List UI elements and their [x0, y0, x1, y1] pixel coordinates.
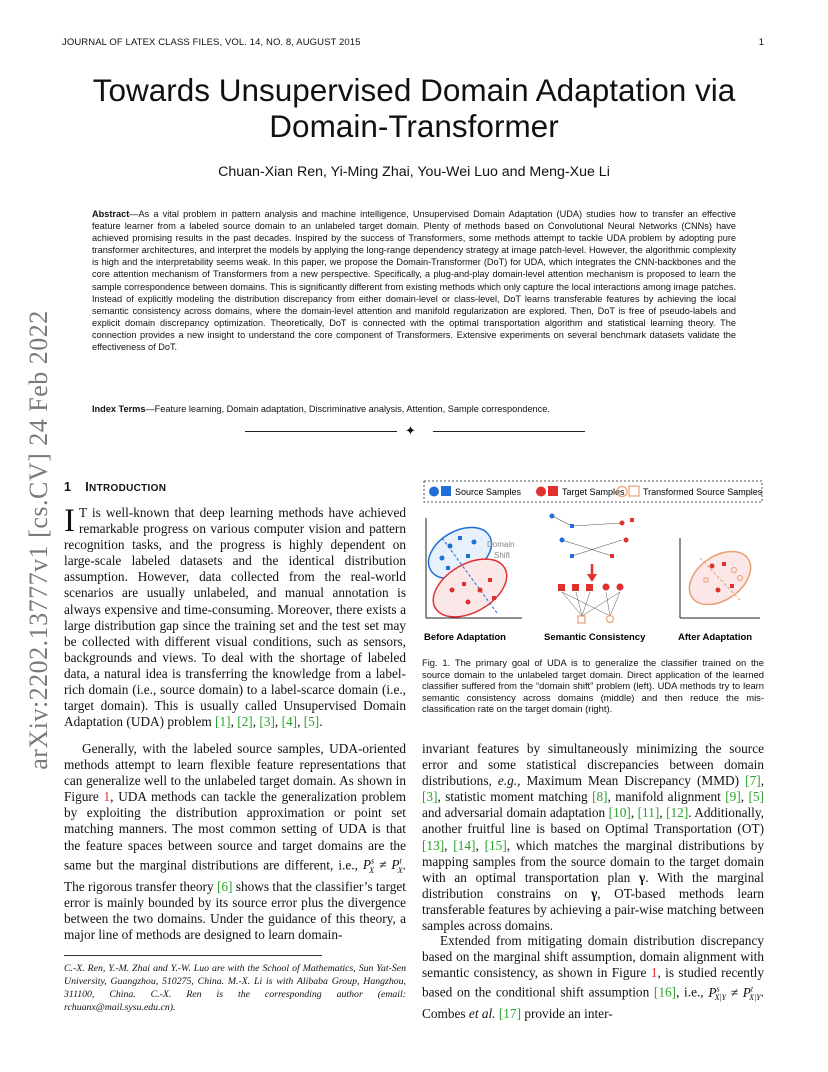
affiliation-footnote: C.-X. Ren, Y.-M. Zhai and Y.-W. Luo are with the School of Mathematics, Sun Yat-Sen University, Guangzhou, 510275, China. M.-X. Li is with Alibaba Group, Hangzhou, 311100, China. C.-X. Ren is the corresponding author (email: rchuanx@mail.sysu.edu.cn).	[64, 963, 406, 1013]
panel-semantic	[550, 514, 635, 624]
citation-link[interactable]: [8]	[592, 789, 608, 805]
text-span: provide an inter-	[521, 1006, 613, 1022]
text-span: , UDA methods can tackle the generalization problem by exploiting the distribution approximation or point set matching manners. The most common setting of UDA is that the feature spaces between source and target domains are the same but the marginal distributions are different, i.e.,	[64, 789, 406, 873]
text-span: ,	[740, 789, 749, 805]
citation-link[interactable]: [1]	[215, 714, 231, 730]
citation-link[interactable]: [3]	[422, 789, 438, 805]
math-marginal: $P^s_X \ne P^t_X$	[362, 856, 403, 875]
target-circle-icon	[536, 487, 546, 497]
index-terms-text: —Feature learning, Domain adaptation, Discriminative analysis, Attention, Sample correspondence.	[145, 404, 550, 414]
arxiv-id: arXiv:2202.13777v1 [cs.CV] 24 Feb 2022	[24, 310, 53, 770]
text-span: , OT-based methods learn transferable features by achieving a pair-wise matching between samples across domains.	[422, 885, 764, 934]
abstract-text: —As a vital problem in pattern analysis and machine intelligence, Unsupervised Domain Adaptation (UDA) studies how to transfer an effective feature learner from a labeled source domain to an unlabeled target domain. Plenty of methods based on Convolutional Neural Networks (CNNs) have achieved promising results in the past decades. Inspired by the success of Transformers, some methods attempt to tackle UDA problem by adopting pure transformer architectures, and interpret the models by applying the long-range dependency strategy at image patch-level. However, the algorithmic complexity is high and the interpretability seems weak. In this paper, we propose the Domain-Transformer (DoT) for UDA, which integrates the CNN-backbones and the core attention mechanism of Transformers from a new perspective. Specifically, a plug-and-play domain-level attention mechanism is proposed to learn the sample correspondence between domains. This is significantly different from existing methods which only capture the local interactions among image patches. Instead of explicitly modeling the distribution discrepancy from either domain-level or class-level, DoT learns transferable features by achieving the local semantic consistency across domains, where the domain-level attention and manifold regularization are explored. Then, DoT is free of pseudo-labels and explicit domain discrepancy optimization. Theoretically, DoT is connected with the optimal transportation algorithm and statistical learning theory. The connection provides a new insight to understand the core component of Transformers. Extensive experiments on several benchmark datasets validate the effectiveness of DoT.	[92, 209, 736, 353]
text-span: ,	[630, 805, 638, 821]
citation-link[interactable]: [4]	[281, 714, 298, 730]
math-conditional: $P^s_{X|Y} \ne P^t_{X|Y}$	[708, 984, 761, 1003]
text-span: ,	[475, 837, 485, 853]
intro-p1-text: T is well-known that deep learning methods have achieved remarkable progress on various computer vision and pattern recognition tasks, and the progress is highly dependent on large-scale labeled datasets and the identical distribution assumption. However, data collected from the real-world scenarios are usually unlabeled, and manual annotation is always expensive and time-consuming. Moreover, there exists a large distribution gap since the training set and the test set may be collected with different visual conditions, such as sensors, backgrounds and views. To deal with the shortage of labeled data, a natural idea is transferring the knowledge from a label-rich domain (i.e., source domain) to a label-scarce domain (i.e., target domain). This is usually called Unsupervised Domain Adaptation (UDA) problem	[64, 505, 406, 730]
section-title-rest: NTRODUCTION	[89, 483, 167, 494]
citation-link[interactable]: [3]	[259, 714, 275, 730]
divider-star-icon: ✦	[405, 423, 416, 438]
panel-after	[680, 538, 761, 618]
citation-link[interactable]: [15]	[484, 837, 507, 853]
page-number: 1	[758, 37, 764, 48]
text-span: ,	[760, 773, 765, 789]
arxiv-watermark	[14, 280, 64, 800]
citation-link[interactable]: [5]	[748, 789, 764, 805]
intro-paragraph-4	[422, 933, 764, 1023]
panel-label-after: After Adaptation	[678, 632, 753, 643]
text-span: e.g.	[497, 773, 518, 789]
text-span: ,	[659, 805, 667, 821]
citation-link[interactable]: [13]	[422, 837, 445, 853]
text-span: , is studied recently based on the conditional shift assumption	[422, 965, 764, 1000]
intro-paragraph-3	[422, 741, 764, 934]
index-terms	[92, 404, 736, 414]
section-divider	[245, 423, 585, 438]
paper-title: Towards Unsupervised Domain Adaptation via Domain-Transformer	[92, 72, 736, 144]
footnote-rule	[64, 955, 322, 956]
author-list: Chuan-Xian Ren, Yi-Ming Zhai, You-Wei Luo and Meng-Xue Li	[218, 164, 610, 180]
index-terms-label: Index Terms	[92, 404, 146, 414]
math-gamma: γ	[591, 885, 598, 901]
citation-link[interactable]: [9]	[725, 789, 741, 805]
text-span: , which matches the marginal distributions by mapping samples from the source domain to the target domain with an optimal transportation plan	[422, 837, 765, 885]
source-circle-icon	[429, 487, 439, 497]
text-span: , Maximum Mean Discrepancy (MMD)	[517, 773, 746, 789]
citation-link[interactable]: [11]	[637, 805, 660, 821]
panel-label-before: Before Adaptation	[424, 632, 506, 643]
panel-label-semantic: Semantic Consistency	[544, 632, 646, 643]
text-span: shows that the classifier’s target error is mainly bounded by its source error plus the divergence between the two domains. Under the guidance of this theory, a major line of methods are designed to learn domain-	[64, 878, 407, 943]
domain-shift-label-2: Shift	[494, 551, 511, 560]
figure-ref-link[interactable]: 1	[650, 965, 658, 981]
section-heading	[64, 480, 406, 494]
citation-link[interactable]: [5]	[303, 714, 320, 730]
intro-p1-citations: [1], [2], [3], [4], [5]	[215, 714, 320, 730]
text-span: . With the marginal distribution constrains on	[422, 869, 764, 901]
citation-link[interactable]: [12]	[666, 805, 689, 821]
text-span: ,	[444, 837, 454, 853]
legend-source: Source Samples	[455, 487, 522, 497]
legend-target: Target Samples	[562, 487, 625, 497]
abstract	[92, 208, 736, 353]
text-span: . Additionally, another fruitful line is based on Optimal Transportation (OT)	[422, 805, 764, 837]
text-span: Extended from mitigating domain distribution discrepancy based on the marginal shift assumption, domain alignment with semantic consistency, as shown in Figure	[422, 933, 764, 981]
figure-1	[422, 478, 764, 646]
section-number: 1	[64, 480, 72, 494]
text-span: , statistic moment matching	[437, 789, 593, 805]
citation-link[interactable]: [2]	[237, 714, 253, 730]
domain-shift-label-1: Domain	[487, 540, 515, 549]
intro-paragraph-1: I T is well-known that deep learning methods have achieved remarkable progress on various computer vision and pattern recognition tasks, and the progress is highly dependent on large-scale labeled datasets and the identical distribution assumption. However, data collected from the real-world scenarios are usually unlabeled, and manual annotation is always expensive and time-consuming. Moreover, there exists a large distribution gap since the training set and the test set may be collected with different visual conditions, such as sensors, backgrounds and views. To deal with the shortage of labeled data, a natural idea is transferring the knowledge from a label-rich domain (i.e., source domain) to a label-scarce domain (i.e., target domain). This is usually called Unsupervised Domain Adaptation (UDA) problem [1], [2], [3], [4], [5].	[64, 503, 406, 730]
citation-link[interactable]: [17]	[498, 1006, 521, 1022]
text-span: Generally, with the labeled source samples, UDA-oriented methods attempt to learn flexible feature representations that can generalize well to the unlabeled target domain. As shown in Figure	[64, 741, 406, 805]
drop-cap: I	[64, 503, 75, 539]
running-header: JOURNAL OF LATEX CLASS FILES, VOL. 14, NO. 8, AUGUST 2015	[62, 37, 361, 48]
target-square-icon	[548, 486, 558, 496]
source-square-icon	[441, 486, 451, 496]
figure-ref-link[interactable]: 1	[103, 789, 111, 805]
legend-transformed: Transformed Source Samples	[643, 487, 763, 497]
section-title-initial: I	[85, 480, 90, 494]
abstract-label: Abstract	[92, 209, 130, 219]
citation-link[interactable]: [6]	[216, 878, 233, 894]
citation-link[interactable]: [16]	[653, 984, 677, 1000]
text-span: et al.	[468, 1006, 496, 1022]
text-span: . The rigorous transfer theory	[64, 857, 406, 894]
text-span: invariant features by simultaneously minimizing the source error and some statistical discrepancies between domain distributions,	[422, 741, 764, 789]
figure-caption: Fig. 1. The primary goal of UDA is to generalize the classifier trained on the source domain to the unlabeled target domain. Direct application of the learned classifier suffered from the “domain shift” problem (left). UDA methods try to learn semantic consistency across domains (middle) and then reduce the mis-classification rate on the target domain (right).	[422, 657, 764, 715]
citation-link[interactable]: [10]	[608, 805, 631, 821]
panel-before	[422, 517, 522, 629]
citation-link[interactable]: [7]	[745, 773, 761, 789]
citation-link[interactable]: [14]	[453, 837, 476, 853]
text-span: and adversarial domain adaptation	[422, 805, 609, 821]
text-span: . Combes	[422, 984, 764, 1022]
math-gamma: γ	[639, 869, 646, 885]
text-span: , manifold alignment	[607, 789, 726, 805]
intro-paragraph-2	[64, 741, 406, 943]
text-span: , i.e.,	[676, 984, 709, 1000]
transformed-square-icon	[629, 486, 639, 496]
